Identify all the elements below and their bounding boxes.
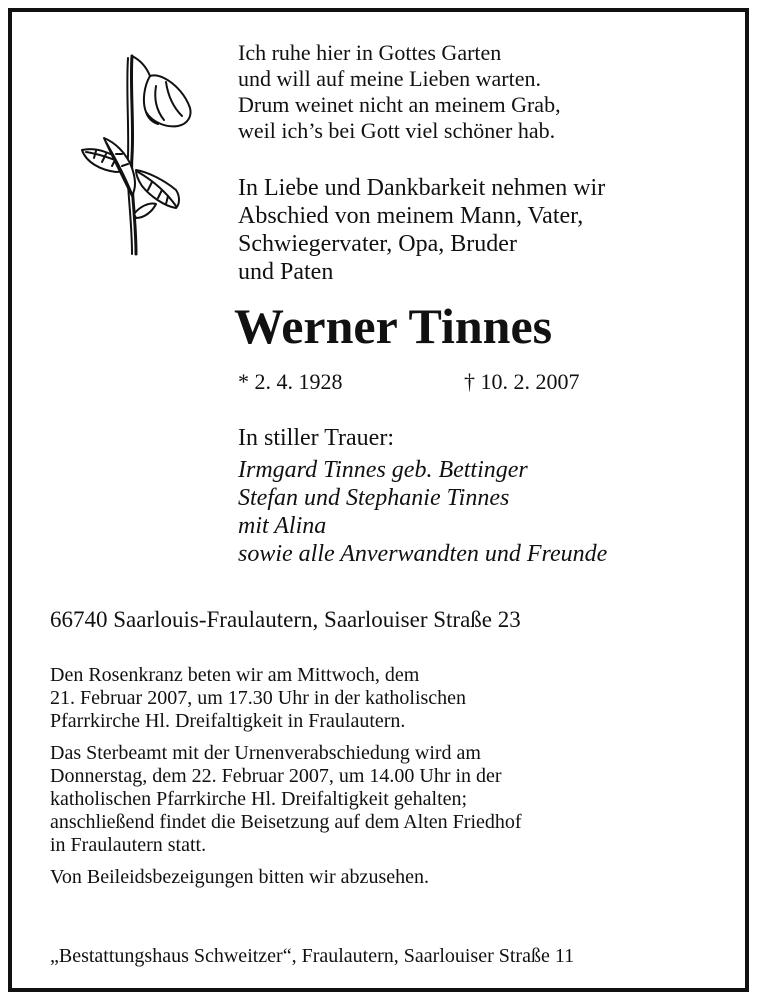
life-dates — [238, 368, 580, 396]
requiem-line: in Fraulautern statt. — [50, 834, 207, 856]
birth-date: * 2. 4. 1928 — [238, 369, 343, 394]
bellflower-icon — [56, 46, 206, 266]
mourning-heading: In stiller Trauer: — [238, 425, 394, 451]
funeral-home: „Bestattungshaus Schweitzer“, Fraulautern, Saarlouiser Straße 11 — [50, 945, 575, 967]
rosary-line: Pfarrkirche Hl. Dreifaltigkeit in Fraulautern. — [50, 710, 406, 732]
family-address: 66740 Saarlouis-Fraulautern, Saarlouiser Straße 23 — [50, 607, 521, 632]
intro-line: Schwiegervater, Opa, Bruder — [238, 231, 517, 257]
rosary-paragraph — [50, 664, 522, 733]
rosary-line: Den Rosenkranz beten wir am Mittwoch, dem — [50, 664, 420, 686]
intro-line: Abschied von meinem Mann, Vater, — [238, 203, 584, 229]
intro-line: In Liebe und Dankbarkeit nehmen wir — [238, 175, 606, 201]
service-notes — [50, 664, 522, 898]
farewell-intro — [238, 174, 605, 286]
mourner: sowie alle Anverwandten und Freunde — [238, 541, 608, 567]
condolences-note — [50, 866, 522, 889]
mourner: mit Alina — [238, 513, 327, 539]
mourners-list — [238, 456, 607, 568]
requiem-line: katholischen Pfarrkirche Hl. Dreifaltigkeit gehalten; — [50, 788, 468, 810]
poem-line: und will auf meine Lieben warten. — [238, 66, 542, 91]
poem-line: weil ich’s bei Gott viel schöner hab. — [238, 118, 556, 143]
death-date: † 10. 2. 2007 — [464, 369, 580, 394]
intro-line: und Paten — [238, 259, 334, 285]
requiem-line: Das Sterbeamt mit der Urnenverabschiedung wird am — [50, 742, 481, 764]
poem-line: Ich ruhe hier in Gottes Garten — [238, 40, 502, 65]
mourner: Stefan und Stephanie Tinnes — [238, 485, 510, 511]
requiem-line: Donnerstag, dem 22. Februar 2007, um 14.00 Uhr in der — [50, 765, 502, 787]
mourner: Irmgard Tinnes geb. Bettinger — [238, 457, 528, 483]
requiem-line: anschließend findet die Beisetzung auf dem Alten Friedhof — [50, 811, 522, 833]
obituary-notice — [8, 8, 749, 992]
poem-line: Drum weinet nicht an meinem Grab, — [238, 92, 561, 117]
deceased-name: Werner Tinnes — [234, 298, 553, 354]
rosary-line: 21. Februar 2007, um 17.30 Uhr in der katholischen — [50, 687, 467, 709]
condolences-line: Von Beileidsbezeigungen bitten wir abzusehen. — [50, 866, 429, 888]
poem — [238, 40, 561, 144]
requiem-paragraph — [50, 742, 522, 857]
